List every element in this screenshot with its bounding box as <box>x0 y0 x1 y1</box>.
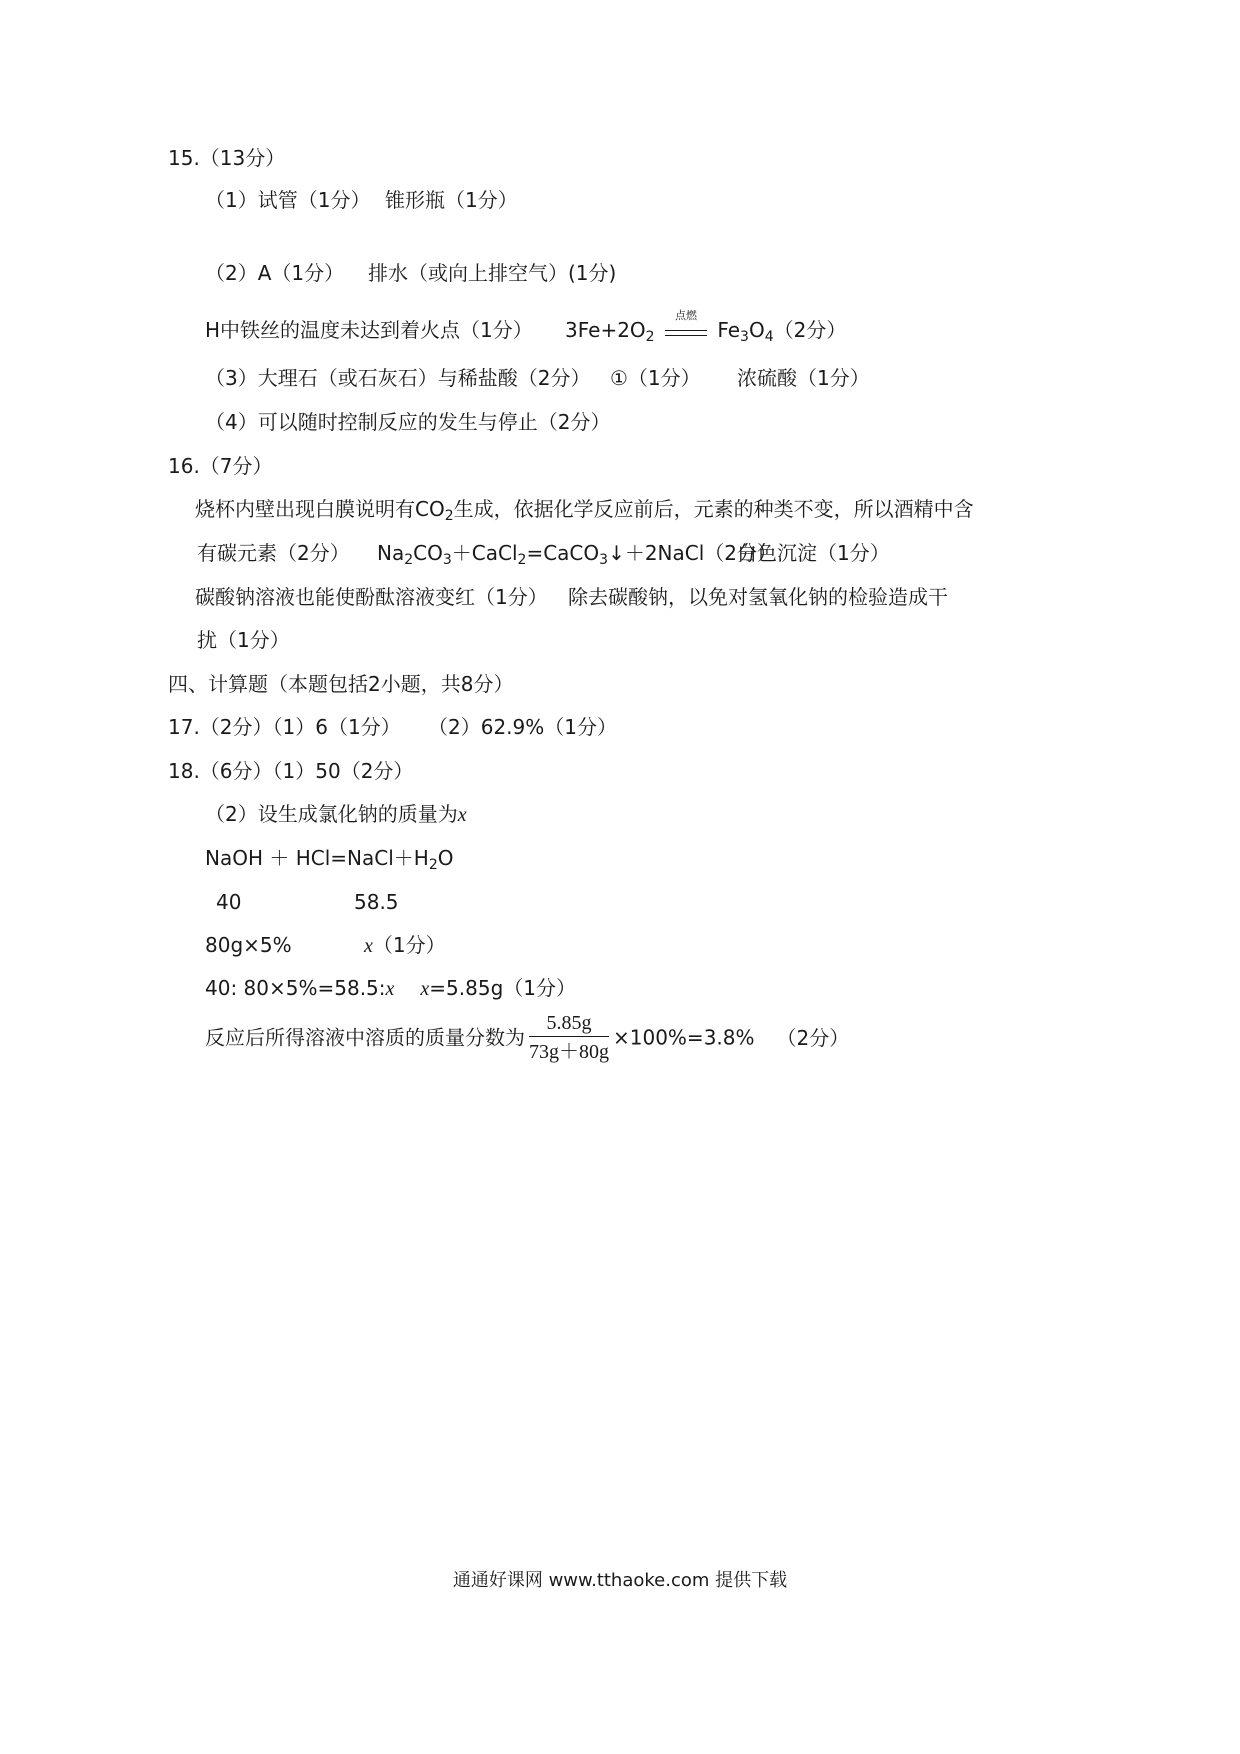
q17-answer-a: 17.（2分）（1）6（1分） <box>168 715 401 739</box>
q15-part1-answer-b: 锥形瓶（1分） <box>385 188 518 212</box>
q18-mass-naoh: 40 <box>216 890 242 914</box>
q16-line1-pre: 烧杯内壁出现白膜说明有CO <box>195 497 445 521</box>
q18-final-score: （2分） <box>776 1025 850 1050</box>
q18-unknown-mass <box>364 935 446 956</box>
q16-line2-answer-a: 有碳元素（2分） <box>197 541 350 565</box>
q15-part3-answer-c: 浓硫酸（1分） <box>737 366 870 390</box>
q18-final-answer <box>205 1013 849 1062</box>
q16-line1-post: 生成，依据化学反应前后，元素的种类不变，所以酒精中含 <box>453 497 974 521</box>
eq-part: =CaCO <box>526 541 600 565</box>
equation-score: （2分） <box>773 318 847 342</box>
q18-ratio-pre: 40: 80×5%=58.5: <box>205 976 386 1000</box>
mass-fraction <box>529 1013 609 1062</box>
eq-subscript: 2 <box>517 552 527 568</box>
q15-header: 15.（13分） <box>168 146 286 170</box>
eq-part: CO <box>413 541 443 565</box>
q18-mass2-score: （1分） <box>372 933 446 957</box>
arrow-bar-top <box>665 330 707 331</box>
variable-x: x <box>457 804 467 826</box>
eq-subscript: 3 <box>442 552 452 568</box>
equation-right-mid: O <box>748 318 765 342</box>
q15-part4-answer: （4）可以随时控制反应的发生与停止（2分） <box>205 410 611 434</box>
variable-x: x <box>385 978 395 1000</box>
equation-right: Fe <box>717 318 741 342</box>
eq-part: ＋CaCl <box>451 541 518 565</box>
q16-sodium-carbonate-equation <box>377 543 777 567</box>
variable-x: x <box>364 935 373 957</box>
eq-subscript: 2 <box>404 552 414 568</box>
q18-equation <box>205 848 453 872</box>
q18-ratio <box>205 978 576 999</box>
q15-part2-answer-b: 排水（或向上排空气）(1分) <box>368 261 617 285</box>
q18-mass-nacl: 58.5 <box>354 890 399 914</box>
q15-part3-answer-a: （3）大理石（或石灰石）与稀盐酸（2分） <box>205 366 591 390</box>
q15-part1-answer-a: （1）试管（1分） <box>205 188 371 212</box>
fraction-numerator: 5.85g <box>529 1013 609 1037</box>
eq-part: Na <box>377 541 405 565</box>
q15-part2-answer-a: （2）A（1分） <box>205 261 345 285</box>
equation-right-subscript-1: 3 <box>740 329 749 345</box>
equation-left: 3Fe+2O <box>565 318 646 342</box>
h2o-subscript: 2 <box>428 857 438 873</box>
q16-line3-answer-b: 除去碳酸钠，以免对氢氧化钠的检验造成干 <box>568 585 948 609</box>
q18-setup-text: （2）设生成氯化钠的质量为 <box>205 802 458 826</box>
q15-part2-reason: H中铁丝的温度未达到着火点（1分） <box>205 318 533 342</box>
q18-header: 18.（6分）（1）50（2分） <box>168 759 414 783</box>
reaction-condition: 点燃 <box>674 308 697 322</box>
q18-setup <box>205 804 467 825</box>
co2-subscript: 2 <box>444 508 454 524</box>
eq-subscript: 3 <box>599 552 609 568</box>
q16-line1 <box>195 499 974 523</box>
q18-final-post: ×100%=3.8% <box>613 1025 755 1050</box>
equation-left-subscript: 2 <box>645 329 655 345</box>
arrow-bar-bottom <box>665 335 707 336</box>
q16-line3-answer-a: 碳酸钠溶液也能使酚酞溶液变红（1分） <box>195 585 548 609</box>
eq-part: ↓＋2NaCl（2分） <box>608 541 778 565</box>
variable-x: x <box>420 978 430 1000</box>
q16-line4: 扰（1分） <box>197 628 290 652</box>
footer-download-credit: 通通好课网 www.tthaoke.com 提供下载 <box>452 1570 788 1591</box>
q18-actual-mass: 80g×5% <box>205 933 292 957</box>
reaction-condition-arrow <box>665 308 707 342</box>
q15-iron-combustion-equation <box>565 308 847 345</box>
q18-equation-post: O <box>437 846 454 870</box>
q18-equation-pre: NaOH ＋ HCl=NaCl＋H <box>205 846 429 870</box>
q18-final-pre: 反应后所得溶液中溶质的质量分数为 <box>205 1025 525 1050</box>
q16-header: 16.（7分） <box>168 454 273 478</box>
equation-right-subscript-2: 4 <box>764 329 774 345</box>
q18-ratio-post: =5.85g（1分） <box>429 976 577 1000</box>
fraction-denominator: 73g＋80g <box>529 1041 609 1063</box>
q16-line2-answer-c: 白色沉淀（1分） <box>737 541 890 565</box>
q15-part3-answer-b: ①（1分） <box>610 366 701 390</box>
section-4-title: 四、计算题（本题包括2小题，共8分） <box>168 672 514 696</box>
q17-answer-b: （2）62.9%（1分） <box>428 715 617 739</box>
